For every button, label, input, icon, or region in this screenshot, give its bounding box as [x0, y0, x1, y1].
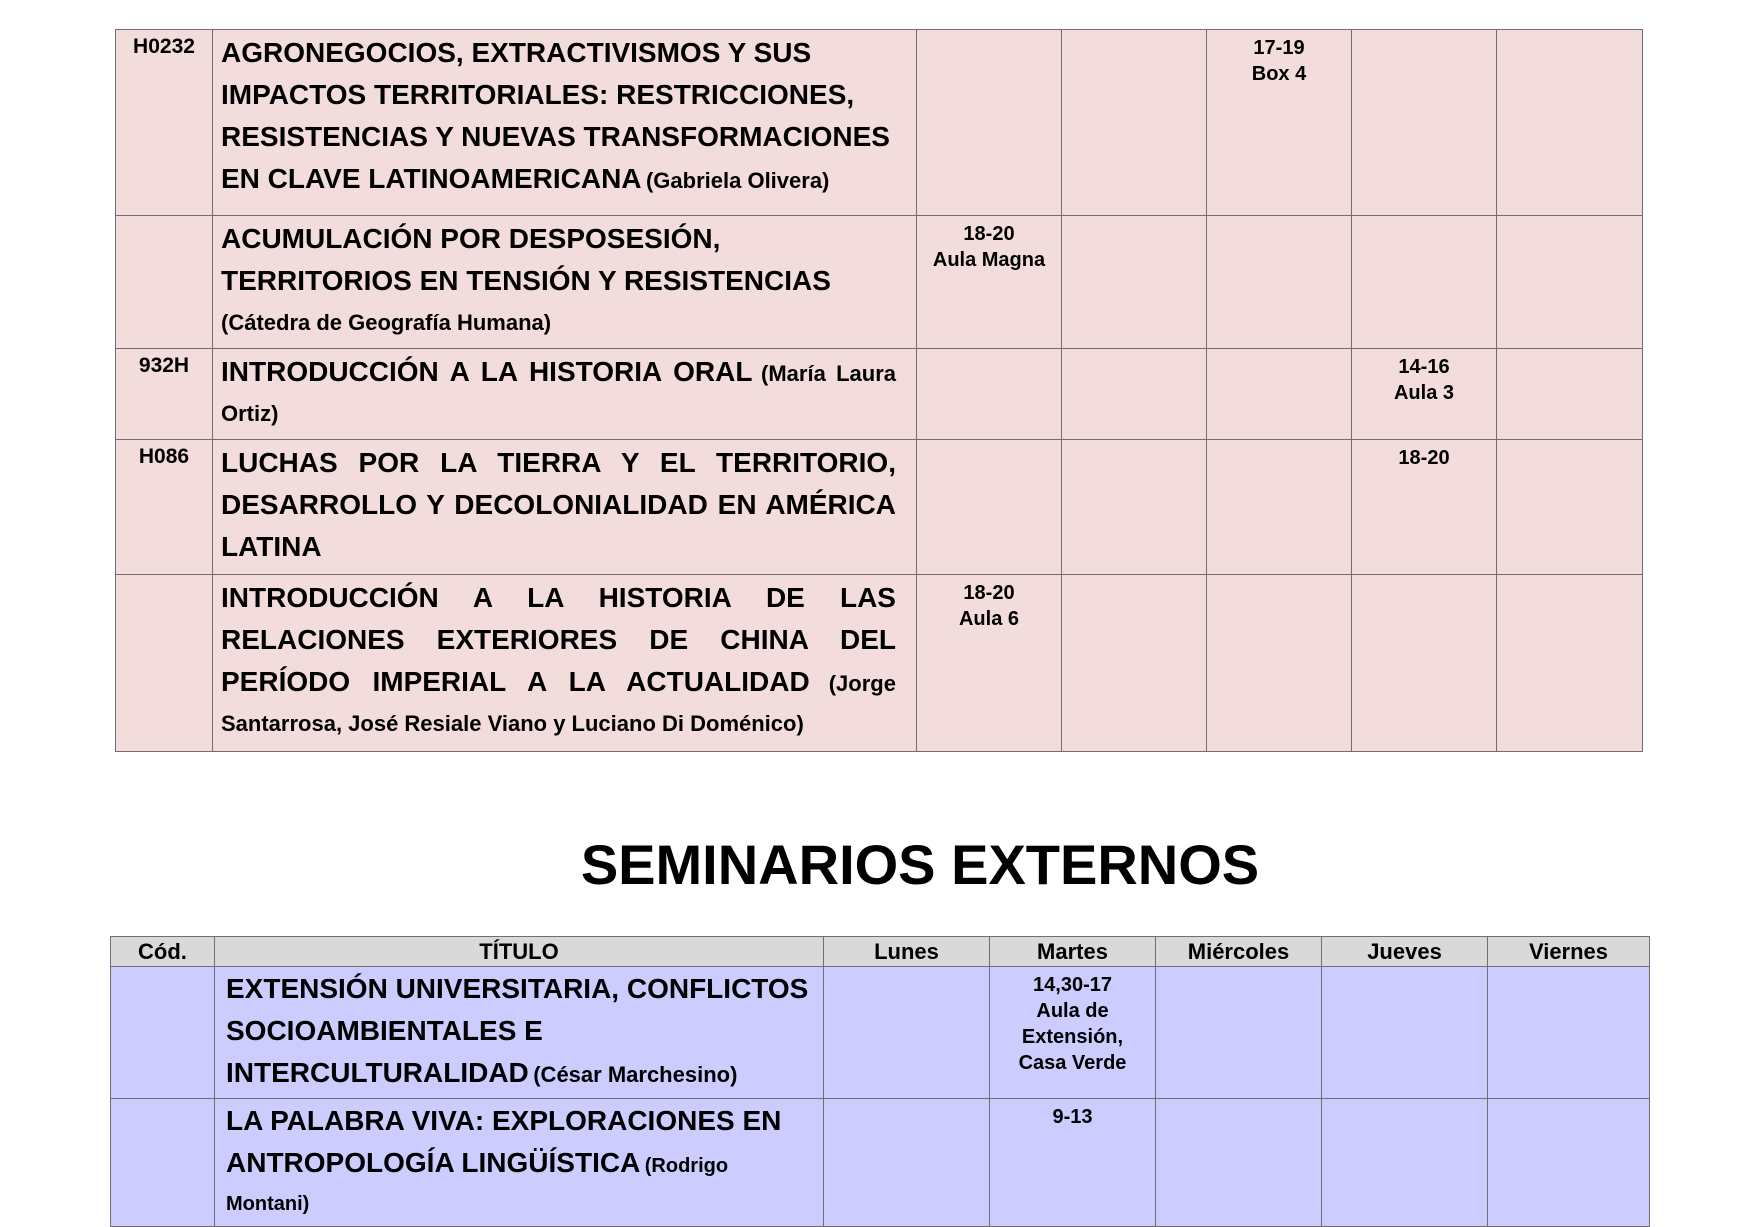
slot-friday [1497, 575, 1643, 752]
slot-wednesday [1207, 30, 1352, 216]
slot-tuesday [1062, 30, 1207, 216]
slot-thursday [1352, 575, 1497, 752]
slot-monday [917, 349, 1062, 440]
slot-friday [1497, 30, 1643, 216]
slot-tuesday [1062, 216, 1207, 349]
slot-time: 9-13 [1052, 1106, 1093, 1128]
slot-monday [917, 30, 1062, 216]
slot-friday [1497, 440, 1643, 575]
slot-tuesday [990, 967, 1156, 1099]
table-row [116, 575, 1643, 752]
course-professor: (Gabriela Olivera) [645, 168, 830, 193]
table-row [116, 349, 1643, 440]
course-title: AGRONEGOCIOS, EXTRACTIVISMOS Y SUS IMPACTOS TERRITORIALES: RESTRICCIONES, RESISTENCIAS Y NUEVAS TRANSFORMACIONES EN CLAVE LATINOAMERICANA [221, 37, 890, 194]
course-code: H086 [116, 440, 213, 575]
slot-time: 18-20 [1398, 447, 1450, 469]
column-header-code: Cód. [111, 937, 215, 967]
course-title-cell [213, 216, 917, 349]
column-header-tuesday: Martes [990, 937, 1156, 967]
slot-wednesday [1207, 216, 1352, 349]
slot-thursday [1352, 349, 1497, 440]
column-header-title: TÍTULO [215, 937, 824, 967]
course-professor: (César Marchesino) [533, 1062, 738, 1087]
course-code [111, 967, 215, 1099]
slot-wednesday [1207, 349, 1352, 440]
course-title: EXTENSIÓN UNIVERSITARIA, CONFLICTOS SOCIOAMBIENTALES E INTERCULTURALIDAD [226, 973, 809, 1088]
course-title: LUCHAS POR LA TIERRA Y EL TERRITORIO, DESARROLLO Y DECOLONIALIDAD EN AMÉRICA LATINA [221, 447, 896, 562]
slot-time: 14-16 [1398, 356, 1450, 378]
course-title: ACUMULACIÓN POR DESPOSESIÓN, TERRITORIOS EN TENSIÓN Y RESISTENCIAS [221, 223, 831, 296]
slot-time: 18-20 [963, 223, 1015, 245]
course-title: LA PALABRA VIVA: EXPLORACIONES EN ANTROPOLOGÍA LINGÜÍSTICA [226, 1105, 782, 1178]
slot-monday [824, 967, 990, 1099]
table-row [111, 967, 1650, 1099]
slot-friday [1488, 1099, 1650, 1227]
slot-thursday [1352, 30, 1497, 216]
slot-tuesday [1062, 440, 1207, 575]
course-title-cell [213, 349, 917, 440]
slot-thursday [1352, 440, 1497, 575]
column-header-thursday: Jueves [1322, 937, 1488, 967]
course-professor: (Cátedra de Geografía Humana) [221, 310, 552, 335]
slot-room: Aula 3 [1393, 382, 1455, 404]
slot-friday [1497, 216, 1643, 349]
column-header-monday: Lunes [824, 937, 990, 967]
course-title-cell [213, 30, 917, 216]
slot-time: 17-19 [1253, 37, 1305, 59]
column-header-wednesday: Miércoles [1156, 937, 1322, 967]
table-row [116, 30, 1643, 216]
slot-wednesday [1207, 575, 1352, 752]
top-schedule-table [115, 29, 1643, 752]
slot-room: Aula Magna [932, 249, 1046, 271]
slot-time: 18-20 [963, 582, 1015, 604]
column-header-friday: Viernes [1488, 937, 1650, 967]
slot-time: 14,30-17 [1033, 974, 1112, 996]
course-professor: (Rodrigo Montani) [226, 1155, 729, 1215]
slot-thursday [1322, 967, 1488, 1099]
slot-tuesday [1062, 575, 1207, 752]
slot-thursday [1352, 216, 1497, 349]
slot-room: Box 4 [1251, 63, 1307, 85]
table-row [116, 216, 1643, 349]
slot-wednesday [1207, 440, 1352, 575]
course-title-cell [215, 967, 824, 1099]
course-code: 932H [116, 349, 213, 440]
table-row [111, 1099, 1650, 1227]
slot-wednesday [1156, 1099, 1322, 1227]
slot-friday [1497, 349, 1643, 440]
table-row [116, 440, 1643, 575]
slot-room: Casa Verde [1018, 1052, 1127, 1074]
course-code [111, 1099, 215, 1227]
course-code [116, 216, 213, 349]
slot-tuesday [990, 1099, 1156, 1227]
slot-monday [917, 216, 1062, 349]
slot-monday [824, 1099, 990, 1227]
course-title-cell [215, 1099, 824, 1227]
external-seminars-table [110, 936, 1650, 1227]
slot-room: Extensión, [1021, 1026, 1124, 1048]
slot-friday [1488, 967, 1650, 1099]
slot-tuesday [1062, 349, 1207, 440]
course-title-cell [213, 440, 917, 575]
course-code: H0232 [116, 30, 213, 216]
section-heading: SEMINARIOS EXTERNOS [580, 833, 1260, 896]
slot-room: Aula de [1036, 1000, 1109, 1022]
slot-wednesday [1156, 967, 1322, 1099]
slot-thursday [1322, 1099, 1488, 1227]
course-title-cell [213, 575, 917, 752]
slot-monday [917, 575, 1062, 752]
course-title: INTRODUCCIÓN A LA HISTORIA DE LAS RELACIONES EXTERIORES DE CHINA DEL PERÍODO IMPERIAL A LA ACTUALIDAD [221, 582, 896, 697]
table-header-row [111, 937, 1650, 967]
course-title: INTRODUCCIÓN A LA HISTORIA ORAL [221, 356, 753, 387]
course-code [116, 575, 213, 752]
course-professor: (María Laura Ortiz) [221, 361, 896, 426]
slot-monday [917, 440, 1062, 575]
slot-room: Aula 6 [958, 608, 1020, 630]
course-professor: (Jorge Santarrosa, José Resiale Viano y Luciano Di Doménico) [221, 671, 896, 736]
